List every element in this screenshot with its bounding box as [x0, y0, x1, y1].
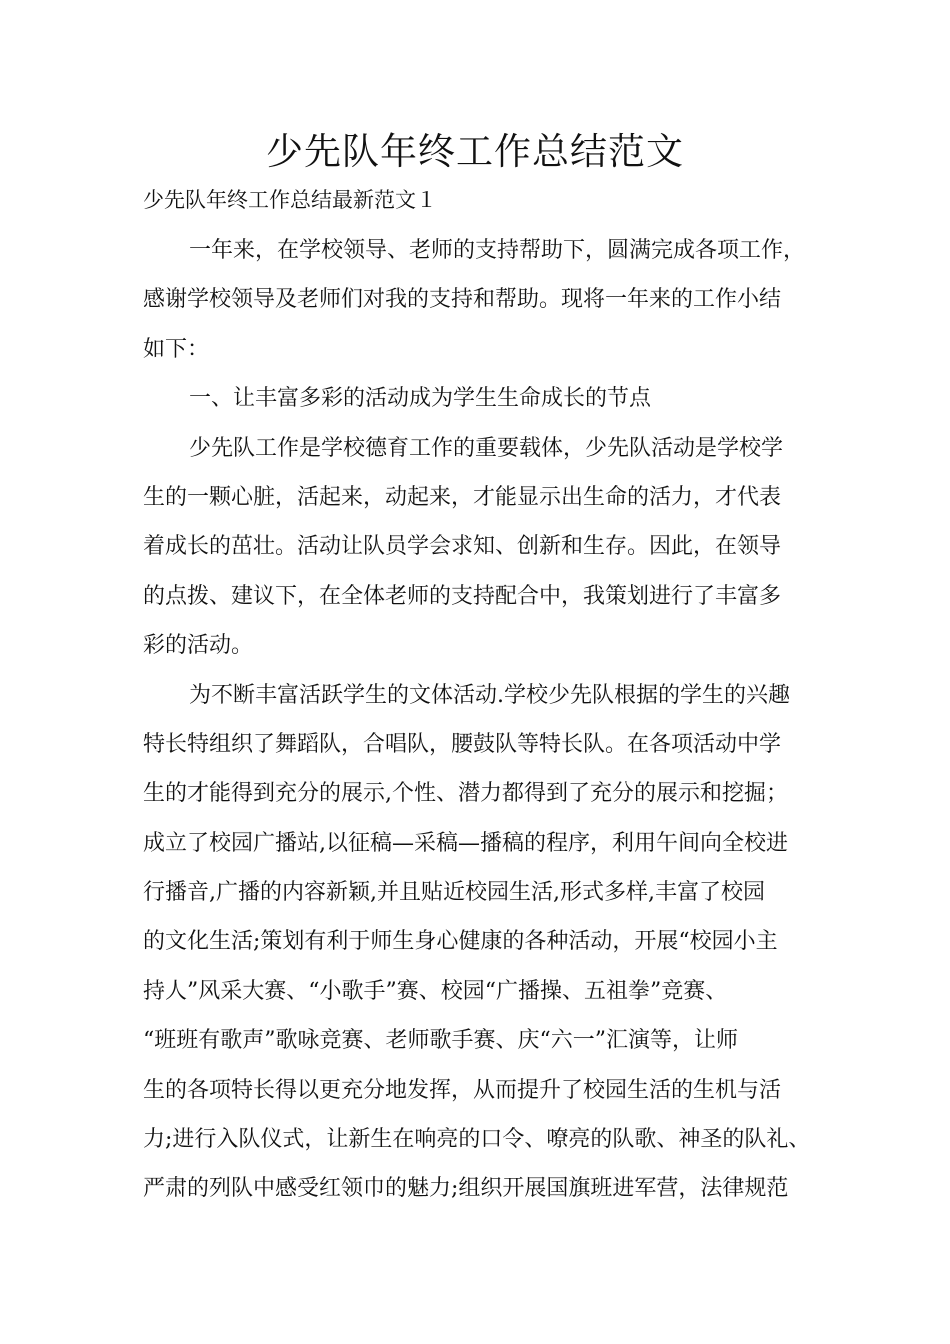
text-line: 生的才能得到充分的展示,个性、潜力都得到了充分的展示和挖掘； — [143, 781, 788, 807]
text-line: 生的各项特长得以更充分地发挥，从而提升了校园生活的生机与活 — [143, 1077, 782, 1103]
document-subtitle: 少先队年终工作总结最新范文１ — [143, 188, 437, 212]
text-line: 的文化生活;策划有利于师生身心健康的各种活动，开展“校园小主 — [143, 929, 778, 955]
text-line: 的点拨、建议下，在全体老师的支持配合中，我策划进行了丰富多 — [143, 583, 782, 609]
text-line: 少先队工作是学校德育工作的重要载体，少先队活动是学校学 — [189, 435, 784, 461]
text-line: 一年来，在学校领导、老师的支持帮助下，圆满完成各项工作， — [189, 238, 806, 263]
text-line: 如下： — [143, 336, 210, 362]
text-line: 特长特组织了舞蹈队，合唱队，腰鼓队等特长队。在各项活动中学 — [143, 731, 782, 757]
document-body — [143, 226, 823, 1214]
text-line: 着成长的茁壮。活动让队员学会求知、创新和生存。因此，在领导 — [143, 534, 782, 560]
document-title: 少先队年终工作总结范文 — [266, 130, 684, 173]
text-line: 感谢学校领导及老师们对我的支持和帮助。现将一年来的工作小结 — [143, 287, 782, 313]
text-line: 持人”风采大赛、“小歌手”赛、校园“广播操、五祖拳”竞赛、 — [143, 978, 728, 1004]
text-line: 生的一颗心脏，活起来，动起来，才能显示出生命的活力，才代表 — [143, 484, 782, 510]
text-line: 为不断丰富活跃学生的文体活动.学校少先队根据的学生的兴趣 — [189, 682, 790, 708]
section-heading: 一、让丰富多彩的活动成为学生生命成长的节点 — [189, 386, 652, 412]
text-line: 力;进行入队仪式，让新生在响亮的口令、嘹亮的队歌、神圣的队礼、 — [143, 1127, 811, 1153]
text-line: 彩的活动。 — [143, 633, 254, 659]
text-line: 行播音,广播的内容新颖,并且贴近校园生活,形式多样,丰富了校园 — [143, 880, 765, 906]
text-line: “班班有歌声”歌咏竞赛、老师歌手赛、庆“六一”汇演等，让师 — [143, 1028, 738, 1054]
text-line: 成立了校园广播站,以征稿—采稿—播稿的程序，利用午间向全校进 — [143, 830, 788, 856]
text-line: 严肃的列队中感受红领巾的魅力;组织开展国旗班进军营，法律规范 — [143, 1176, 789, 1202]
